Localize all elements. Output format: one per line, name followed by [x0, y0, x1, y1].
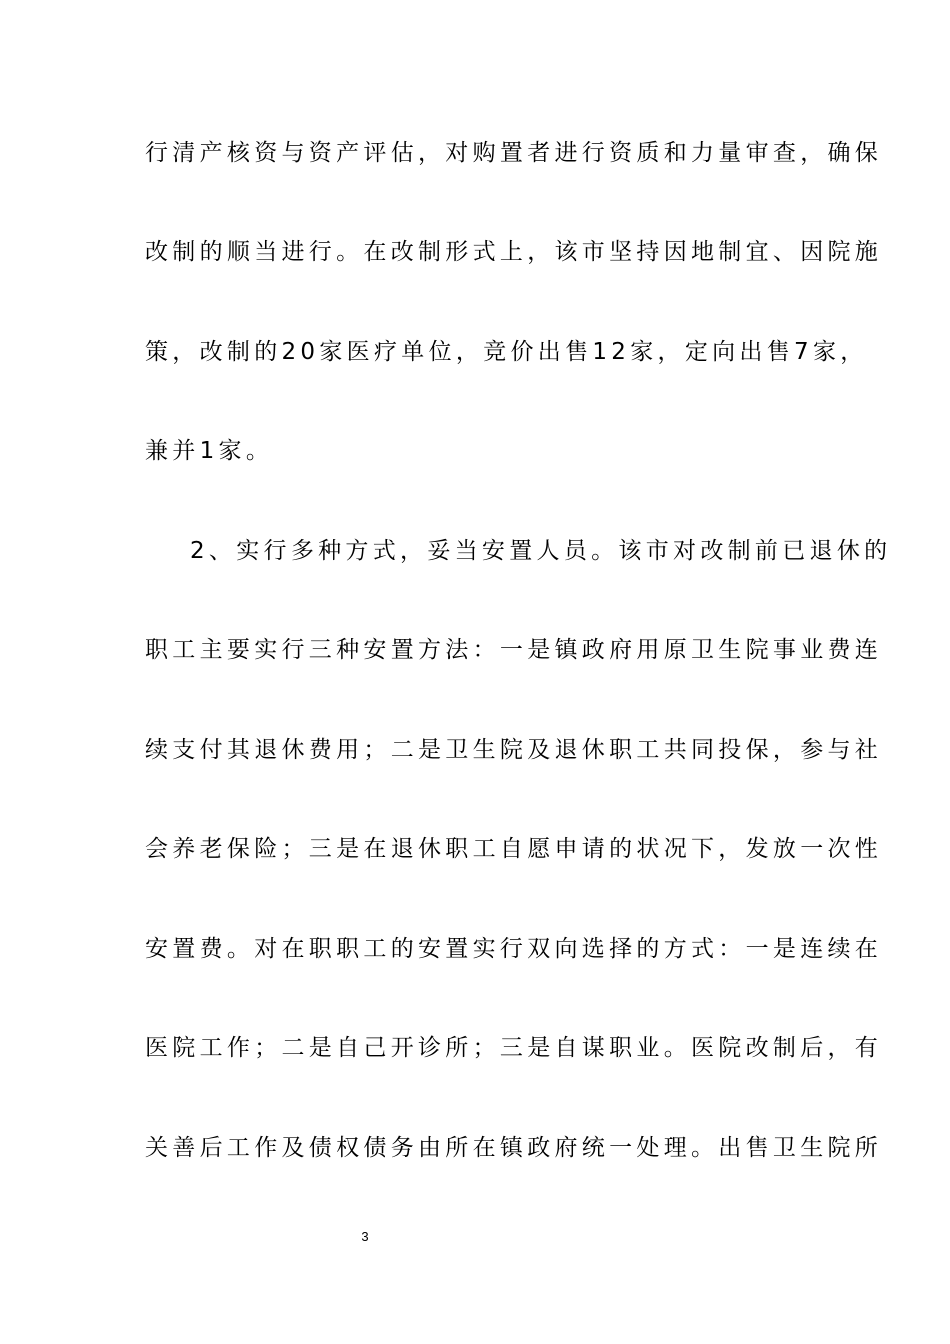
- body-text-line: 行清产核资与资产评估，对购置者进行资质和力量审查，确保: [145, 140, 883, 166]
- body-text-line: 安置费。对在职职工的安置实行双向选择的方式：一是连续在: [145, 936, 883, 962]
- body-text-line: 会养老保险；三是在退休职工自愿申请的状况下，发放一次性: [145, 836, 883, 862]
- paragraph-start-line: 2、实行多种方式，妥当安置人员。该市对改制前已退休的: [190, 538, 892, 564]
- body-text-line: 关善后工作及债权债务由所在镇政府统一处理。出售卫生院所: [145, 1135, 883, 1161]
- body-text-line: 兼并1家。: [145, 438, 274, 464]
- body-text-line: 医院工作；二是自己开诊所；三是自谋职业。医院改制后，有: [145, 1035, 883, 1061]
- body-text-line: 职工主要实行三种安置方法：一是镇政府用原卫生院事业费连: [145, 637, 883, 663]
- page-number: 3: [361, 1229, 369, 1244]
- body-text-line: 续支付其退休费用；二是卫生院及退休职工共同投保，参与社: [145, 737, 883, 763]
- body-text-line: 策，改制的20家医疗单位，竞价出售12家，定向出售7家，: [145, 339, 868, 365]
- body-text-line: 改制的顺当进行。在改制形式上，该市坚持因地制宜、因院施: [145, 239, 883, 265]
